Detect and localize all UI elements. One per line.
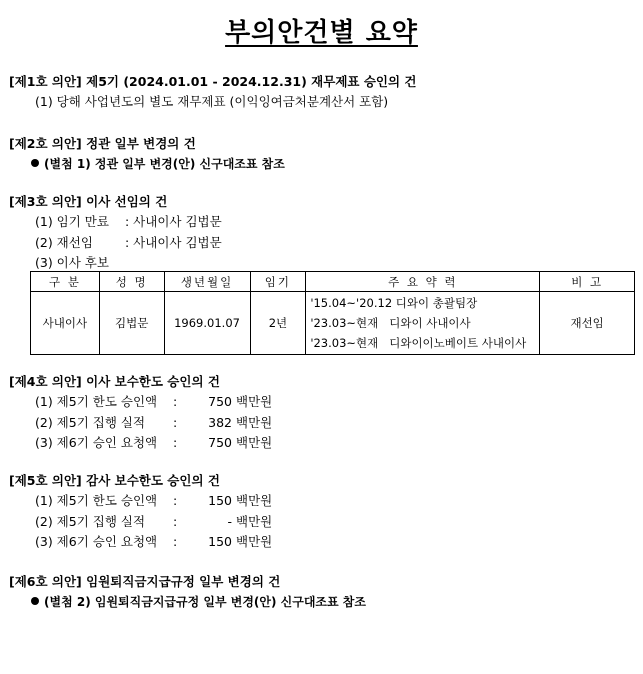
page-title: 부의안건별 요약 xyxy=(225,18,418,48)
career-line-3: '23.03~현재 디와이이노베이트 사내이사 xyxy=(310,336,527,350)
agenda-1-label: [제1호 의안] xyxy=(9,74,82,89)
list-item xyxy=(9,512,634,533)
row-value: 750 xyxy=(208,435,232,450)
list-item xyxy=(9,392,634,413)
agenda-2-heading xyxy=(9,134,634,154)
agenda-4-title: 이사 보수한도 승인의 건 xyxy=(86,374,220,389)
cell-career xyxy=(306,292,540,355)
cell-name: 김법문 xyxy=(99,292,164,355)
row-unit: 백만원 xyxy=(236,394,273,409)
list-item xyxy=(9,491,634,512)
list-item xyxy=(9,413,634,434)
agenda-6-title: 임원퇴직금지급규정 일부 변경의 건 xyxy=(86,574,281,589)
cell-note: 재선임 xyxy=(540,292,635,355)
agenda-3-item-1 xyxy=(9,212,634,233)
career-line-1: '15.04~'20.12 디와이 총괄팀장 xyxy=(310,296,478,310)
table-row xyxy=(31,292,635,355)
agenda-2-title: 정관 일부 변경의 건 xyxy=(86,136,196,151)
agenda-3-item-2-value: : 사내이사 김법문 xyxy=(125,234,222,250)
row-colon: : xyxy=(173,493,178,508)
agenda-5 xyxy=(9,471,634,553)
cell-type: 사내이사 xyxy=(31,292,100,355)
agenda-3-title: 이사 선임의 건 xyxy=(86,194,168,209)
agenda-2 xyxy=(9,134,634,174)
header-career: 주 요 약 력 xyxy=(306,272,540,292)
header-name: 성 명 xyxy=(99,272,164,292)
agenda-3-item-2 xyxy=(9,233,634,254)
agenda-6-attachment-text: (별첨 2) 임원퇴직금지급규정 일부 변경(안) 신구대조표 참조 xyxy=(44,595,366,609)
header-type: 구 분 xyxy=(31,272,100,292)
table-header-row xyxy=(31,272,635,292)
row-colon: : xyxy=(173,394,178,409)
row-label: (1) 제5기 한도 승인액 xyxy=(35,394,158,409)
agenda-5-label: [제5호 의안] xyxy=(9,473,82,488)
cell-birth: 1969.01.07 xyxy=(164,292,250,355)
row-unit: 백만원 xyxy=(236,534,273,549)
row-unit: 백만원 xyxy=(236,513,273,529)
agenda-5-title: 감사 보수한도 승인의 건 xyxy=(86,473,220,488)
list-item xyxy=(9,532,634,553)
row-colon: : xyxy=(173,534,178,549)
bullet-icon xyxy=(31,597,39,605)
career-line-2: '23.03~현재 디와이 사내이사 xyxy=(310,316,471,330)
agenda-4-label: [제4호 의안] xyxy=(9,374,82,389)
row-label: (2) 제5기 집행 실적 xyxy=(35,513,146,529)
agenda-1-item-1: (1) 당해 사업년도의 별도 재무제표 (이익잉여금처분계산서 포함) xyxy=(35,94,389,109)
agenda-6-heading xyxy=(9,572,634,592)
agenda-6-attachment-note xyxy=(9,592,634,612)
agenda-3-item-2-label: (2) 재선임 xyxy=(35,234,93,250)
agenda-4-heading xyxy=(9,372,634,392)
agenda-1-title: 제5기 (2024.01.01 - 2024.12.31) 재무제표 승인의 건 xyxy=(86,74,417,89)
agenda-5-heading xyxy=(9,471,634,491)
row-colon: : xyxy=(173,513,178,529)
agenda-3-item-3: (3) 이사 후보 xyxy=(35,255,109,270)
row-unit: 백만원 xyxy=(236,435,273,450)
header-birth: 생년월일 xyxy=(164,272,250,292)
agenda-3-heading xyxy=(9,192,634,212)
agenda-3-item-1-label: (1) 임기 만료 xyxy=(35,214,109,229)
header-term: 임기 xyxy=(250,272,306,292)
row-value: - xyxy=(227,513,232,529)
agenda-1-heading xyxy=(9,72,634,92)
agenda-1 xyxy=(9,72,634,113)
row-value: 750 xyxy=(208,394,232,409)
director-candidate-table xyxy=(30,271,635,355)
row-colon: : xyxy=(173,414,178,430)
agenda-2-label: [제2호 의안] xyxy=(9,136,82,151)
agenda-2-attachment-text: (별첨 1) 정관 일부 변경(안) 신구대조표 참조 xyxy=(44,157,285,171)
row-colon: : xyxy=(173,435,178,450)
agenda-4 xyxy=(9,372,634,454)
cell-term: 2년 xyxy=(250,292,306,355)
row-label: (2) 제5기 집행 실적 xyxy=(35,414,146,430)
agenda-3-label: [제3호 의안] xyxy=(9,194,82,209)
row-label: (3) 제6기 승인 요청액 xyxy=(35,534,158,549)
agenda-3-item-1-value: : 사내이사 김법문 xyxy=(125,214,222,229)
agenda-6-label: [제6호 의안] xyxy=(9,574,82,589)
row-label: (1) 제5기 한도 승인액 xyxy=(35,493,158,508)
header-note: 비 고 xyxy=(540,272,635,292)
row-value: 150 xyxy=(208,493,232,508)
agenda-2-attachment-note xyxy=(9,154,634,174)
row-label: (3) 제6기 승인 요청액 xyxy=(35,435,158,450)
row-unit: 백만원 xyxy=(236,493,273,508)
row-unit: 백만원 xyxy=(236,414,273,430)
agenda-3 xyxy=(9,192,634,274)
list-item xyxy=(9,433,634,454)
agenda-6 xyxy=(9,572,634,612)
row-value: 382 xyxy=(208,414,232,430)
row-value: 150 xyxy=(208,534,232,549)
bullet-icon xyxy=(31,159,39,167)
